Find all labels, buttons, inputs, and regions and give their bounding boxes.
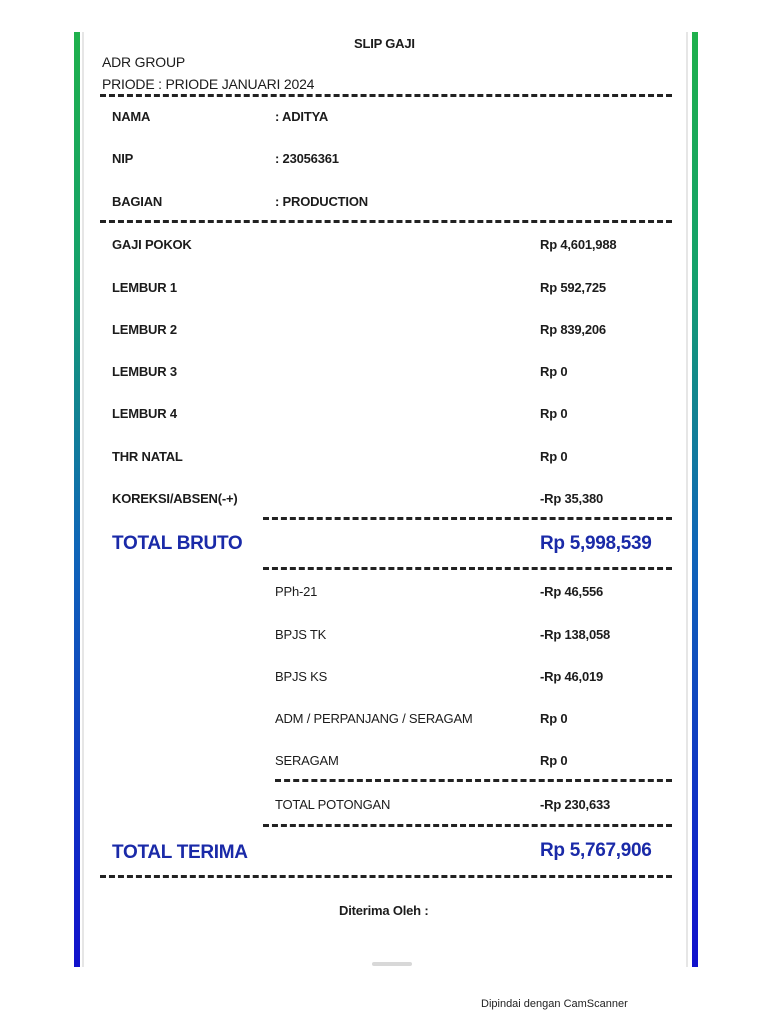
employee-name-value: : ADITYA	[275, 109, 329, 124]
divider-footer	[100, 875, 672, 878]
deduction-label: BPJS KS	[275, 669, 328, 684]
total-bruto-label: TOTAL BRUTO	[112, 533, 243, 554]
signature-smudge	[372, 962, 412, 966]
deduction-amount: Rp 0	[540, 711, 568, 726]
deduction-amount: -Rp 138,058	[540, 627, 611, 642]
deduction-label: PPh-21	[275, 584, 318, 599]
earning-label: LEMBUR 3	[112, 364, 177, 379]
deduction-label: ADM / PERPANJANG / SERAGAM	[275, 711, 473, 726]
right-page-edge	[686, 32, 688, 967]
divider-before-bruto	[263, 517, 672, 520]
employee-name-label: NAMA	[112, 109, 151, 124]
divider-before-potongan	[275, 779, 672, 782]
earning-amount: Rp 0	[540, 406, 568, 421]
employee-department-value: : PRODUCTION	[275, 194, 368, 209]
earning-label: GAJI POKOK	[112, 237, 192, 252]
earning-label: LEMBUR 1	[112, 280, 177, 295]
employee-nip-value: : 23056361	[275, 151, 339, 166]
earning-label: LEMBUR 2	[112, 322, 177, 337]
earning-label: LEMBUR 4	[112, 406, 177, 421]
scanner-watermark: Dipindai dengan CamScanner	[481, 998, 628, 1010]
right-border-bar	[692, 32, 698, 967]
earning-amount: -Rp 35,380	[540, 491, 604, 506]
divider-employee	[100, 220, 672, 223]
total-potongan-label: TOTAL POTONGAN	[275, 797, 391, 812]
earning-label: KOREKSI/ABSEN(-+)	[112, 491, 238, 506]
total-bruto-amount: Rp 5,998,539	[540, 533, 652, 554]
earning-label: THR NATAL	[112, 449, 183, 464]
deduction-amount: Rp 0	[540, 753, 568, 768]
divider-before-terima	[263, 824, 672, 827]
deduction-amount: -Rp 46,019	[540, 669, 604, 684]
earning-amount: Rp 4,601,988	[540, 237, 617, 252]
divider-header	[100, 94, 672, 97]
divider-after-bruto	[263, 567, 672, 570]
earning-amount: Rp 0	[540, 364, 568, 379]
company-name: ADR GROUP	[102, 54, 185, 70]
total-potongan-amount: -Rp 230,633	[540, 797, 611, 812]
deduction-label: SERAGAM	[275, 753, 339, 768]
deduction-amount: -Rp 46,556	[540, 584, 604, 599]
employee-department-label: BAGIAN	[112, 194, 163, 209]
pay-period: PRIODE : PRIODE JANUARI 2024	[102, 76, 315, 92]
left-border-bar	[74, 32, 80, 967]
employee-nip-label: NIP	[112, 151, 134, 166]
earning-amount: Rp 592,725	[540, 280, 606, 295]
left-page-edge	[82, 32, 84, 967]
deduction-label: BPJS TK	[275, 627, 327, 642]
total-terima-label: TOTAL TERIMA	[112, 842, 248, 863]
total-terima-amount: Rp 5,767,906	[540, 840, 652, 861]
earning-amount: Rp 0	[540, 449, 568, 464]
earning-amount: Rp 839,206	[540, 322, 606, 337]
slip-title: SLIP GAJI	[354, 36, 415, 51]
received-by-label: Diterima Oleh :	[339, 903, 429, 918]
